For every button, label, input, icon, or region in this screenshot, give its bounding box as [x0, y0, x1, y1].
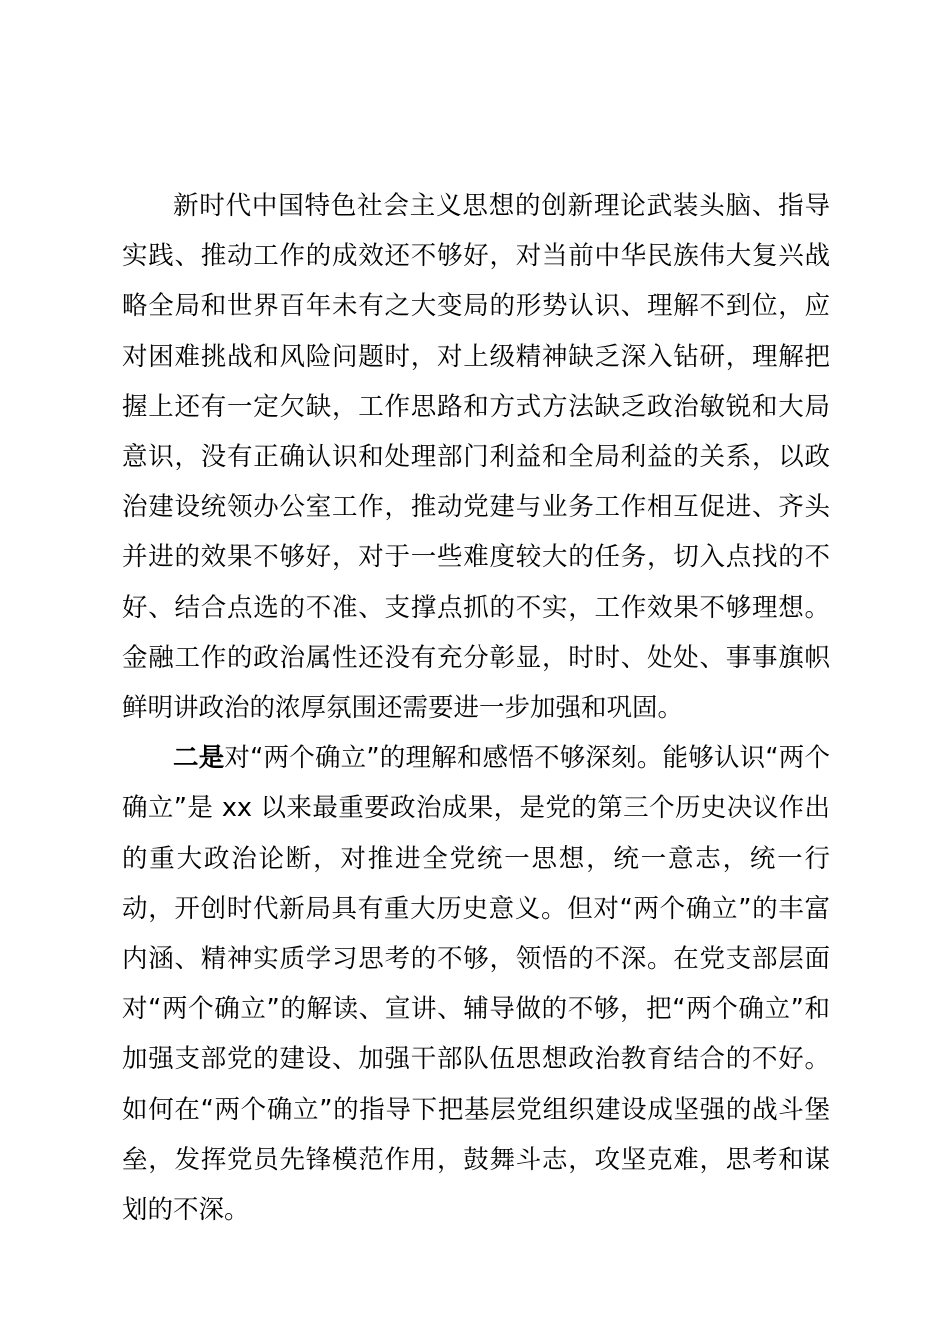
paragraph-1: [122, 181, 830, 733]
paragraph-2: [122, 733, 830, 1235]
paragraph-2-lead: 二是: [173, 743, 225, 774]
paragraph-2-text: 对“两个确立”的理解和感悟不够深刻。能够认识“两个确立”是 xx 以来最重要政治成果，是党的第三个历史决议作出的重大政治论断，对推进全党统一思想，统一意志，统一行动，开创时代新局具有重大历史意义。但对“两个确立”的丰富内涵、精神实质学习思考的不够，领悟的不深。在党支部层面对“两个确立”的解读、宣讲、辅导做的不够，把“两个确立”和加强支部党的建设、加强干部队伍思想政治教育结合的不好。如何在“两个确立”的指导下把基层党组织建设成坚强的战斗堡垒，发挥党员先锋模范作用，鼓舞斗志，攻坚克难，思考和谋划的不深。: [122, 743, 830, 1226]
paragraph-1-text: 新时代中国特色社会主义思想的创新理论武装头脑、指导实践、推动工作的成效还不够好，对当前中华民族伟大复兴战略全局和世界百年未有之大变局的形势认识、理解不到位，应对困难挑战和风险问题时，对上级精神缺乏深入钻研，理解把握上还有一定欠缺，工作思路和方式方法缺乏政治敏锐和大局意识，没有正确认识和处理部门利益和全局利益的关系，以政治建设统领办公室工作，推动党建与业务工作相互促进、齐头并进的效果不够好，对于一些难度较大的任务，切入点找的不好、结合点选的不准、支撑点抓的不实，工作效果不够理想。金融工作的政治属性还没有充分彰显，时时、处处、事事旗帜鲜明讲政治的浓厚氛围还需要进一步加强和巩固。: [122, 191, 830, 724]
document-body: [122, 181, 830, 1235]
